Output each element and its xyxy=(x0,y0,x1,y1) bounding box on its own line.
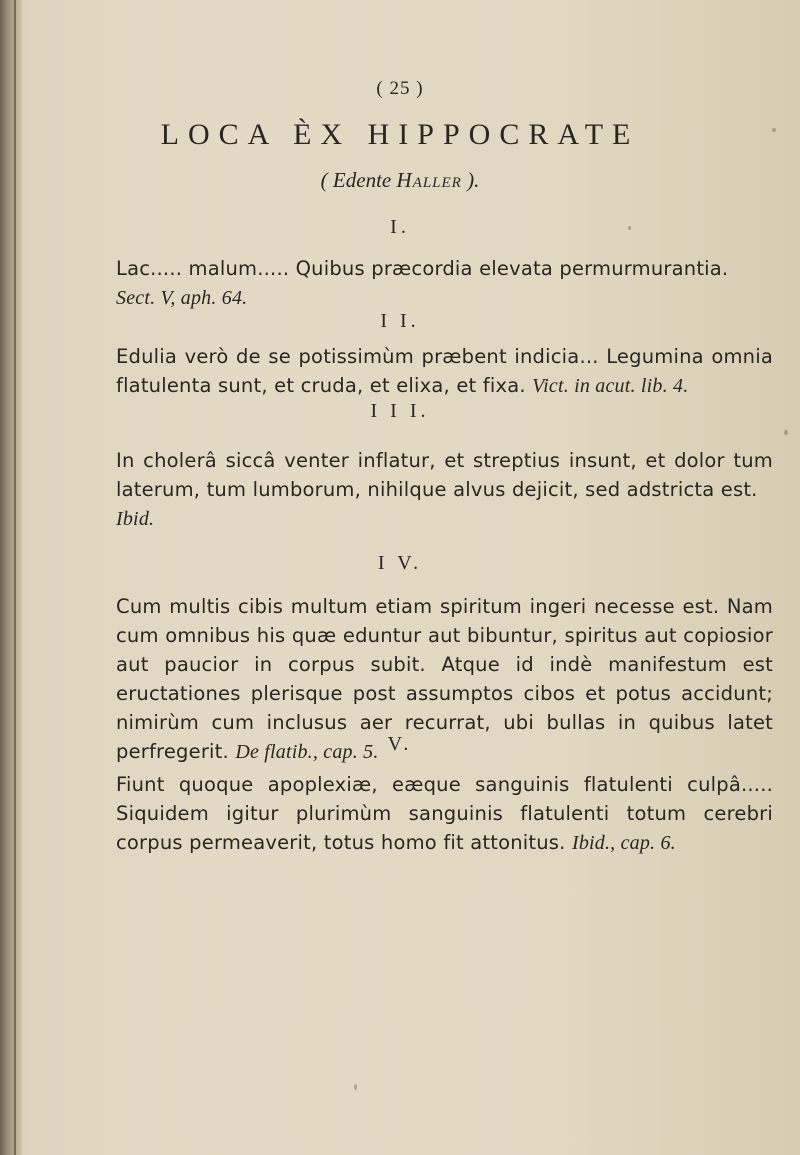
section-text: Lac..... malum..... Quibus præcordia elevata permurmurantia. xyxy=(116,257,729,280)
subtitle-prefix: ( xyxy=(320,168,333,192)
section-reference: Vict. in acut. lib. 4. xyxy=(532,375,689,397)
section-numeral: I V. xyxy=(377,552,423,574)
section-text: Fiunt quoque apoplexiæ, eæque sanguinis flatulenti culpâ..... Siquidem igitur plurimùm sanguinis flatulenti totum cerebri corpus permeaverit, totus homo fit attonitus. xyxy=(116,773,773,854)
section-numeral: I I I. xyxy=(370,400,430,422)
section-paragraph xyxy=(116,342,773,401)
section-numeral: I I. xyxy=(380,310,420,332)
section-paragraph xyxy=(116,254,773,313)
section-text-block xyxy=(116,770,773,858)
section-text-block xyxy=(116,446,773,534)
section-reference: Ibid., cap. 6. xyxy=(571,832,676,854)
paper-speck xyxy=(746,632,749,635)
section-numeral: I. xyxy=(390,216,410,238)
section-reference: Sect. V, aph. 64. xyxy=(116,287,248,309)
subtitle xyxy=(0,168,800,193)
page-number: ( 25 ) xyxy=(376,78,424,99)
paper-speck xyxy=(628,226,631,230)
paper-speck xyxy=(354,1084,357,1090)
section-text-block xyxy=(116,254,773,313)
section-text: Edulia verò de se potissimùm præbent indicia... Legumina omnia flatulenta sunt, et cruda, et elixa, et fixa. xyxy=(116,345,773,397)
subtitle-haller: Haller xyxy=(396,168,462,192)
section-reference: De flatib., cap. 5. xyxy=(235,741,379,763)
section-paragraph xyxy=(116,446,773,534)
subtitle-suffix: ). xyxy=(461,168,480,192)
section-text: Cum multis cibis multum etiam spiritum ingeri necesse est. Nam cum omnibus his quæ eduntur aut bibuntur, spiritus aut copiosior aut paucior in corpus subit. Atque id indè manifestum est eructationes plerisque post assumptos cibos et potus accidunt; nimirùm cum inclusus aer recurrat, ubi bullas in quibus latet perfregerit. xyxy=(116,595,773,763)
section-reference: Ibid. xyxy=(116,508,155,530)
subtitle-edente: Edente xyxy=(332,168,392,192)
paper-speck xyxy=(784,430,788,435)
section-text-block xyxy=(116,342,773,401)
paper-speck xyxy=(772,128,776,132)
section-numeral: V. xyxy=(387,733,413,755)
section-paragraph xyxy=(116,770,773,858)
page-title: LOCA ÈX HIPPOCRATE xyxy=(160,118,640,151)
section-text: In cholerâ siccâ venter inflatur, et streptius insunt, et dolor tum laterum, tum lumborum, nihilque alvus dejicit, sed adstricta est. xyxy=(116,449,773,501)
